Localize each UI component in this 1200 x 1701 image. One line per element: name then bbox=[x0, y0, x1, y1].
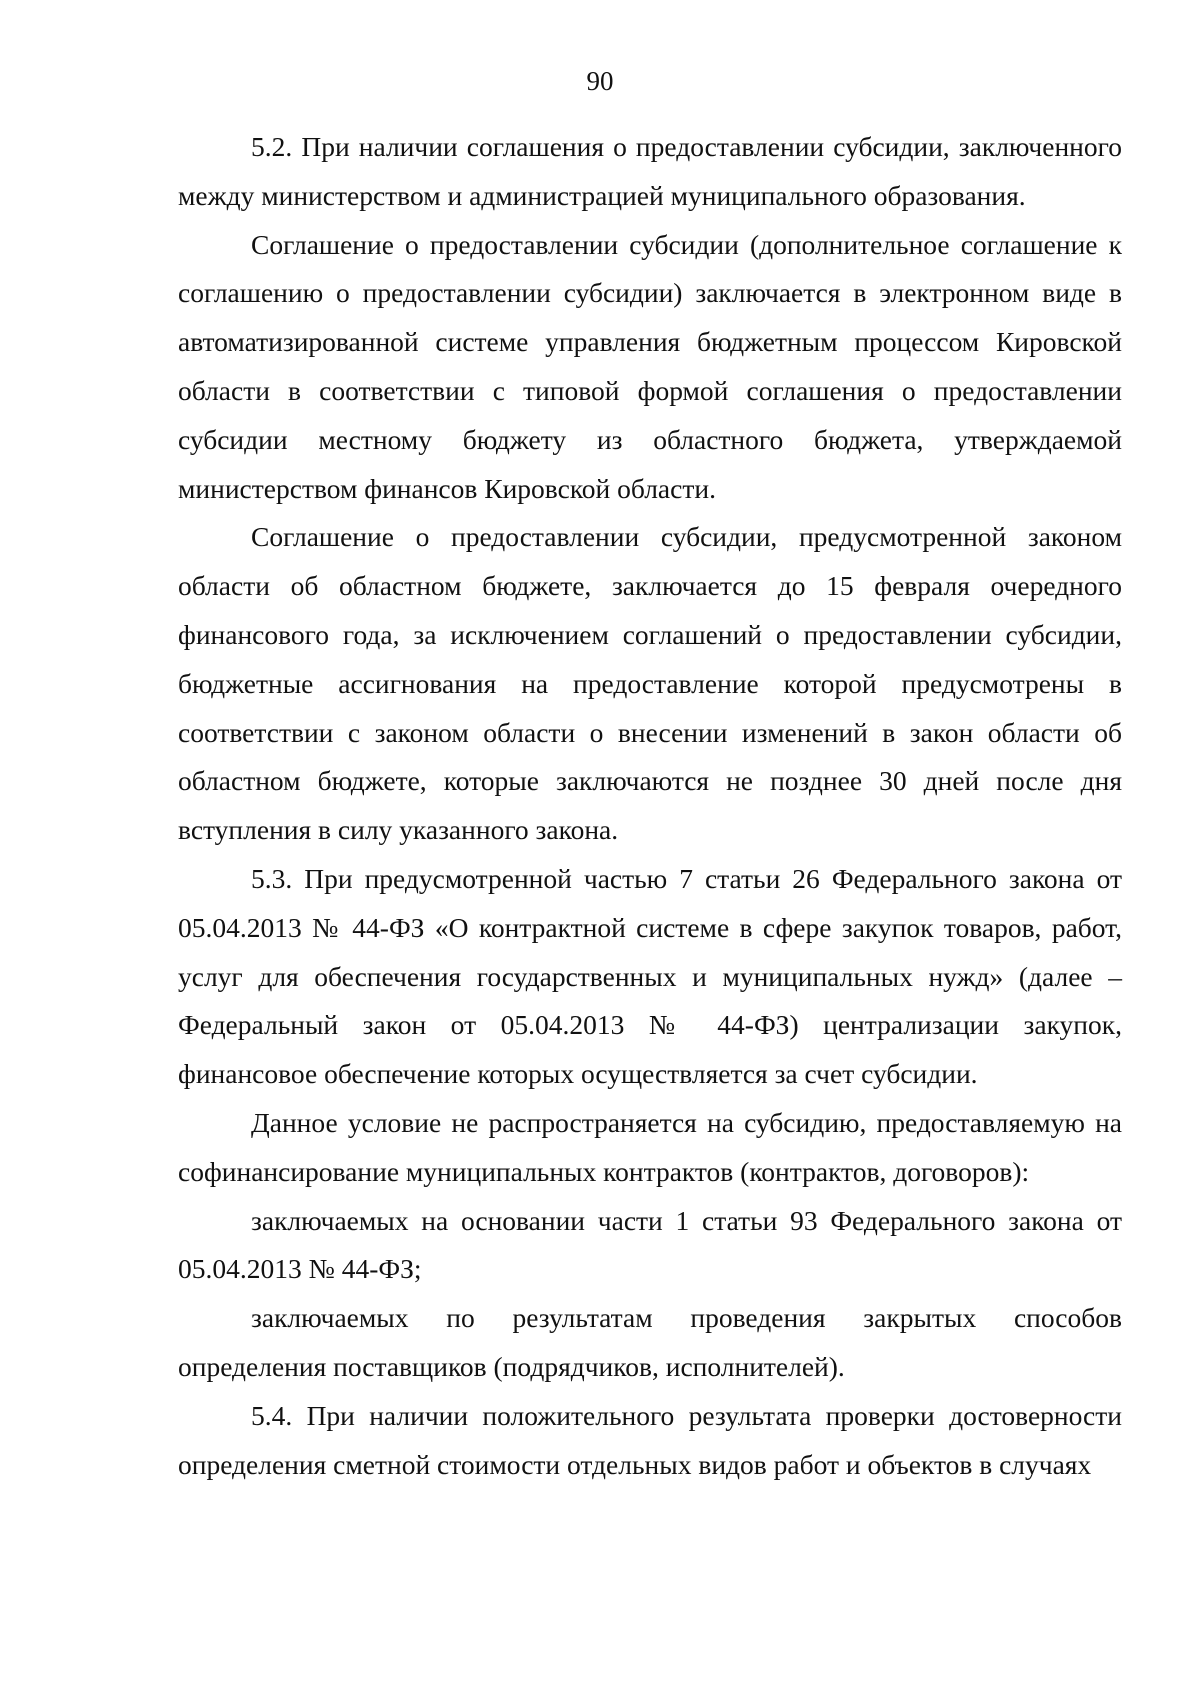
document-body bbox=[178, 123, 1122, 1489]
paragraph-5-2: 5.2. При наличии соглашения о предоставлении субсидии, заключенного между министерством и администрацией муниципального образования. bbox=[178, 131, 1122, 211]
paragraph-agreement-electronic: Соглашение о предоставлении субсидии (дополнительное соглашение к соглашению о предоставлении субсидии) заключается в электронном виде в автоматизированной системе управления бюджетным процессом Кировской области в соответствии с типовой формой соглашения о предоставлении субсидии местному бюджету из областного бюджета, утверждаемой министерством финансов Кировской области. bbox=[178, 228, 1122, 504]
list-item-closed-methods: заключаемых по результатам проведения закрытых способов определения поставщиков (подрядчиков, исполнителей). bbox=[178, 1302, 1122, 1382]
list-item-part-1-article-93: заключаемых на основании части 1 статьи 93 Федерального закона от 05.04.2013 № 44-ФЗ; bbox=[178, 1204, 1122, 1285]
page-number: 90 bbox=[586, 66, 614, 96]
paragraph-agreement-deadline: Соглашение о предоставлении субсидии, предусмотренной законом области об областном бюджете, заключается до 15 февраля очередного финансового года, за исключением соглашений о предоставлении субсидии, бюджетные ассигнования на предоставление которой предусмотрены в соответствии с законом области о внесении изменений в закон области об областном бюджете, которые заключаются не позднее 30 дней после дня вступления в силу указанного закона. bbox=[178, 521, 1122, 846]
paragraph-5-3: 5.3. При предусмотренной частью 7 статьи 26 Федерального закона от 05.04.2013 № 44-ФЗ «О контрактной системе в сфере закупок товаров, работ, услуг для обеспечения государственных и муниципальных нужд» (далее – Федеральный закон от 05.04.2013 № 44-ФЗ) централизации закупок, финансовое обеспечение которых осуществляется за счет субсидии. bbox=[178, 862, 1122, 1090]
paragraph-condition-exception: Данное условие не распространяется на субсидию, предоставляемую на софинансирование муниципальных контрактов (контрактов, договоров): bbox=[178, 1106, 1122, 1187]
paragraph-5-4: 5.4. При наличии положительного результата проверки достоверности определения сметной стоимости отдельных видов работ и объектов в случаях bbox=[178, 1399, 1122, 1480]
